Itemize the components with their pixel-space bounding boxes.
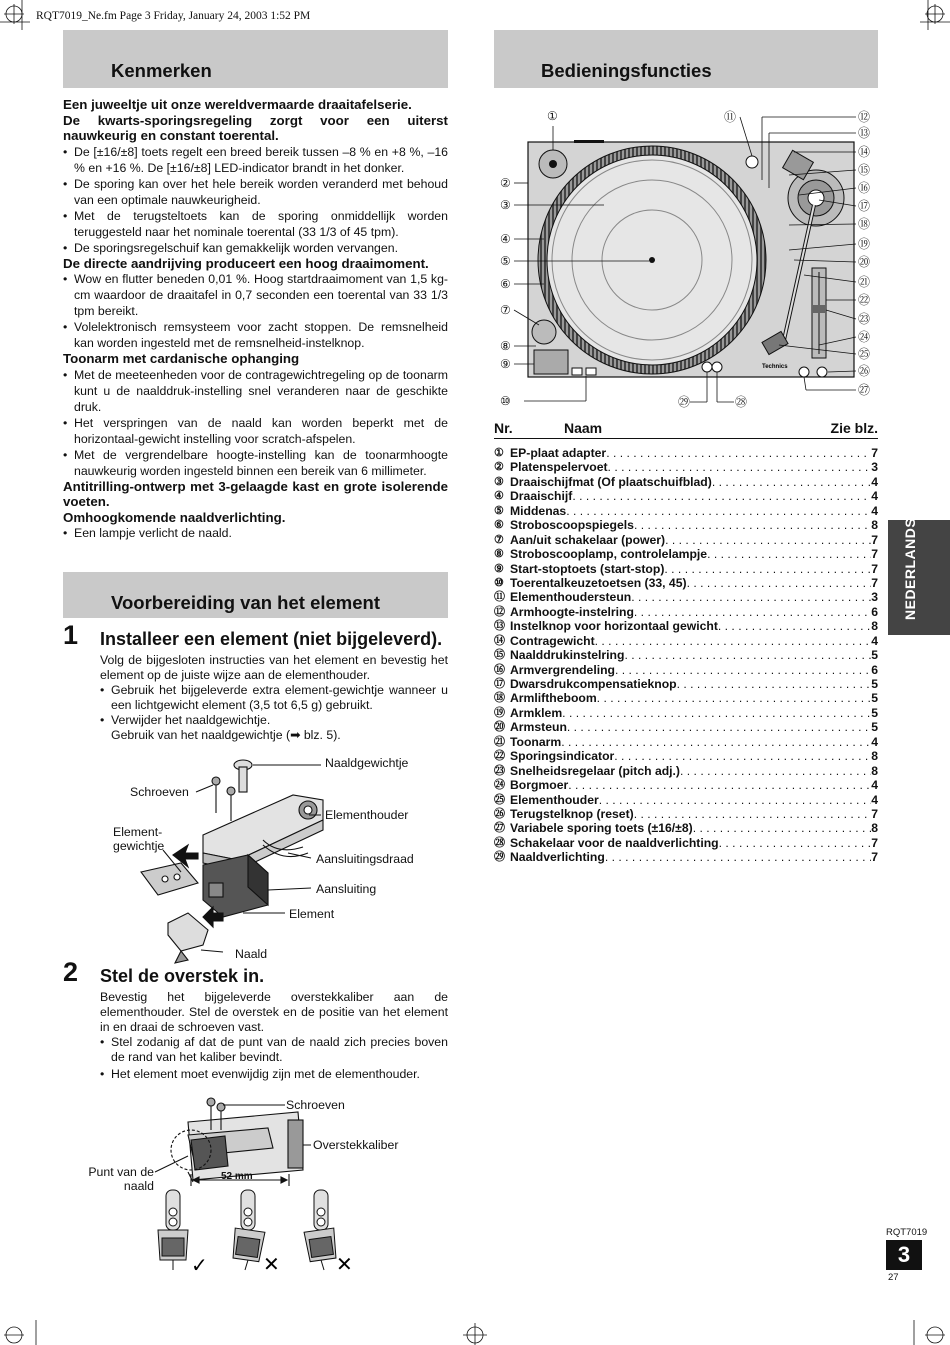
item-page: 8: [871, 619, 878, 634]
item-page: 7: [871, 850, 878, 865]
step1-bullet2-ref: [100, 728, 448, 743]
dot-leader: [566, 504, 871, 518]
table-row: [494, 749, 878, 763]
item-number: ⑤: [494, 504, 504, 517]
table-row: [494, 720, 878, 734]
callout-number: ⑯: [858, 181, 871, 195]
label-schroeven-1: Schroeven: [130, 785, 189, 799]
callout-number: ⑧: [500, 339, 511, 353]
label-punt-van-de-naald: [86, 1165, 154, 1193]
callout-number: ㉖: [858, 364, 871, 378]
table-row: [494, 793, 878, 807]
language-tab: [888, 517, 950, 635]
dot-leader: [568, 778, 871, 792]
dot-leader: [712, 475, 871, 489]
item-name: Stroboscooplamp, controlelampje: [510, 547, 708, 562]
features-list: [63, 97, 448, 541]
item-number: ⑱: [494, 692, 505, 705]
item-name: Draaischijf: [510, 489, 573, 504]
step2-number: 2: [63, 957, 79, 987]
label-punt-line1: Punt van de: [88, 1165, 154, 1179]
feature-bullet: • Met de vergrendelbare hoogte-instelling kan de toonarmhoogte nauwkeurig worden ingesteld binnen een bereik van 6 millimeter.: [63, 447, 448, 479]
dot-leader: [719, 836, 872, 850]
table-row: [494, 807, 878, 821]
item-name: Contragewicht: [510, 633, 595, 648]
label-aansluiting: Aansluiting: [316, 882, 377, 896]
label-punt-line2: naald: [123, 1179, 154, 1193]
item-number: ⑥: [494, 519, 504, 532]
dot-leader: [634, 518, 871, 532]
callout-number: ②: [500, 176, 511, 190]
item-name: Armklem: [510, 705, 563, 720]
step1-bullet1: • Gebruik het bijgeleverde extra element-gewichtje wanneer u een lichtgewicht element (3,5 tot 6,5 g) gebruikt.: [100, 683, 448, 713]
feature-bullet: • Volelektronisch remsysteem voor zacht stoppen. De remsnelheid kan worden ingesteld met de remsnelheid-instelknop.: [63, 319, 448, 351]
callout-number: ⑫: [858, 110, 871, 124]
item-name: EP-plaat adapter: [510, 446, 607, 460]
item-page: 7: [871, 532, 878, 547]
item-page: 4: [871, 778, 878, 793]
item-number: ㉒: [494, 750, 505, 763]
feature-heading: Omhoogkomende naaldverlichting.: [63, 509, 286, 525]
dot-leader: [562, 706, 871, 720]
table-row: [494, 605, 878, 619]
ref-pre: Gebruik van het naaldgewichtje (: [111, 728, 291, 742]
item-number: ⑨: [494, 562, 504, 575]
page-number-small: 27: [888, 1272, 899, 1283]
item-page: 7: [871, 575, 878, 590]
dot-leader: [677, 677, 872, 691]
item-page: 7: [871, 835, 878, 850]
feature-bullet: • Met de meeteenheden voor de contragewichtregeling op de toonarm kunt u de naalddruk-instelling snel veranderen naar de geschikte druk.: [63, 367, 448, 415]
table-row: [494, 619, 878, 633]
step2-p1: Bevestig het bijgeleverde overstekkaliber aan de elementhouder. Stel de overstek en de positie van het element in en draai de schroeven vast.: [100, 990, 448, 1034]
dot-leader: [624, 648, 871, 662]
item-name: Armhoogte-instelring: [510, 604, 634, 619]
item-name: Start-stoptoets (start-stop): [510, 561, 665, 576]
item-page: 7: [871, 806, 878, 821]
kenmerken-band: [63, 30, 448, 88]
table-row: [494, 821, 878, 835]
item-number: ⑮: [494, 649, 505, 662]
item-page: 5: [871, 691, 878, 706]
callout-number: ③: [500, 198, 511, 212]
item-page: 4: [871, 792, 878, 807]
label-schroeven-2: Schroeven: [286, 1098, 345, 1112]
check-icon: ✓: [191, 1255, 208, 1277]
dot-leader: [567, 720, 871, 734]
table-row: [494, 504, 878, 518]
item-number: ㉗: [494, 822, 505, 835]
item-number: ⑧: [494, 548, 504, 561]
label-overstekkaliber: Overstekkaliber: [313, 1138, 399, 1152]
doc-code: RQT7019: [886, 1227, 928, 1238]
item-number: ⑳: [494, 721, 505, 734]
item-name: Armliftheboom: [510, 691, 597, 706]
voorbereiding-band: [63, 572, 448, 618]
feature-bullet: • Wow en flutter beneden 0,01 %. Hoog startdraaimoment van 1,5 kg-cm waardoor de draaitafel in 0,7 seconden een toerental van 33 1/3 tpm bereikt.: [63, 271, 448, 319]
item-name: Aan/uit schakelaar (power): [510, 532, 666, 547]
callout-number: ⑪: [724, 110, 737, 124]
label-52mm: 52 mm: [221, 1171, 253, 1182]
item-page: 7: [871, 561, 878, 576]
item-page: 5: [871, 720, 878, 735]
item-name: Armvergrendeling: [510, 662, 615, 677]
callout-number: ⑥: [500, 277, 511, 291]
item-name: Middenas: [510, 503, 567, 518]
item-number: ㉑: [494, 735, 505, 748]
callout-number: ⑨: [500, 357, 511, 371]
callout-number: ㉙: [678, 395, 691, 409]
item-name: Naaldverlichting: [510, 850, 605, 865]
feature-heading: Een juweeltje uit onze wereldvermaarde draaitafelserie.: [63, 97, 412, 112]
callout-number: ㉘: [735, 395, 748, 409]
item-number: ㉔: [494, 779, 505, 792]
table-row: [494, 778, 878, 792]
item-number: ⑫: [494, 605, 505, 618]
callout-number: ㉒: [858, 293, 871, 307]
table-row: [494, 836, 878, 850]
callout-number: ⑲: [858, 237, 871, 251]
table-row: [494, 850, 878, 864]
table-row: [494, 706, 878, 720]
item-page: 8: [871, 518, 878, 533]
dot-leader: [687, 576, 872, 590]
callout-number: ⑱: [858, 217, 871, 231]
language-tab-label: NEDERLANDS: [902, 517, 918, 620]
item-number: ①: [494, 447, 504, 459]
step2-bullet2: • Het element moet evenwijdig zijn met de elementhouder.: [100, 1067, 448, 1082]
kenmerken-title: Kenmerken: [111, 60, 212, 81]
label-eg-line1: Element-: [113, 825, 163, 839]
step1-p1: Volg de bijgesloten instructies van het element en bevestig het element op de juiste wijze aan de elementhouder.: [100, 653, 448, 682]
dot-leader: [634, 605, 871, 619]
item-number: ㉖: [494, 807, 505, 820]
label-element-gewichtje: [113, 825, 164, 853]
table-row: [494, 590, 878, 604]
step2-body: [100, 990, 448, 1082]
item-number: ㉙: [494, 851, 505, 864]
item-name: Snelheidsregelaar (pitch adj.): [510, 763, 680, 778]
item-page: 3: [871, 460, 878, 475]
turntable-diagram: [494, 100, 878, 415]
callout-number: ⑳: [858, 255, 871, 269]
item-page: 5: [871, 677, 878, 691]
item-page: 5: [871, 648, 878, 663]
table-row: [494, 576, 878, 590]
feature-bullet: • De [±16/±8] toets regelt een breed bereik tussen –8 % en +8 %, –16 % en +16 %. De [±16/±8] LED-indicator brandt in het donker.: [63, 144, 448, 176]
item-name: Naalddrukinstelring: [510, 648, 625, 663]
item-name: Elementhouder: [510, 792, 599, 807]
dot-leader: [664, 562, 871, 576]
item-page: 4: [871, 474, 878, 489]
dot-leader: [597, 691, 872, 705]
label-element: Element: [289, 907, 335, 921]
dot-leader: [608, 460, 872, 474]
item-name: Toerentalkeuzetoetsen (33, 45): [510, 575, 687, 590]
table-row: [494, 518, 878, 532]
voorbereiding-title: Voorbereiding van het element: [111, 592, 380, 613]
item-number: ㉕: [494, 793, 505, 806]
dot-leader: [599, 793, 872, 807]
col-nr: Nr.: [494, 420, 513, 436]
callout-number: ⑬: [858, 126, 871, 140]
item-page: 8: [871, 749, 878, 764]
item-number: ㉘: [494, 836, 505, 849]
arrow-icon: ➡: [290, 728, 301, 742]
table-row: [494, 663, 878, 677]
item-name: Variabele sporing toets (±16/±8): [510, 821, 693, 836]
cross-icon-2: ✕: [336, 1254, 353, 1276]
item-name: Instelknop voor horizontaal gewicht: [510, 619, 718, 634]
step2-bullet1: • Stel zodanig af dat de punt van de naald zich precies boven de rand van het kaliber bevindt.: [100, 1035, 448, 1065]
callout-number: ⑰: [858, 199, 871, 213]
label-aansluitingsdraad: Aansluitingsdraad: [316, 852, 414, 866]
dot-leader: [693, 821, 872, 835]
item-number: ③: [494, 475, 504, 488]
callout-number: ⑦: [500, 303, 511, 317]
item-name: Dwarsdrukcompensatieknop: [510, 677, 677, 691]
table-row: [494, 691, 878, 705]
item-name: Draaischijfmat (Of plaatschuifblad): [510, 474, 712, 489]
table-row: [494, 489, 878, 503]
feature-heading: De kwarts-sporingsregeling zorgt voor een uiterst nauwkeurig en constant toerental.: [63, 112, 448, 143]
step1-title: Installeer een element (niet bijgeleverd).: [100, 629, 443, 649]
feature-heading: De directe aandrijving produceert een hoog draaimoment.: [63, 255, 429, 271]
bedieningsfuncties-band: [494, 30, 878, 88]
table-row: [494, 735, 878, 749]
item-name: Schakelaar voor de naaldverlichting: [510, 835, 719, 850]
item-page: 6: [871, 604, 878, 619]
item-page: 5: [871, 705, 878, 720]
table-row: [494, 460, 878, 474]
callout-number: ⑮: [858, 163, 871, 177]
bedieningsfuncties-title: Bedieningsfuncties: [541, 60, 712, 81]
table-row: [494, 547, 878, 561]
item-name: Toonarm: [510, 734, 562, 749]
item-page: 4: [871, 503, 878, 518]
dot-leader: [665, 533, 871, 547]
callout-number: ①: [547, 109, 558, 123]
col-naam: Naam: [564, 420, 603, 436]
parts-table-header: [494, 420, 878, 439]
item-page: 3: [871, 590, 878, 605]
item-number: ⑭: [494, 634, 505, 647]
item-name: Borgmoer: [510, 778, 569, 793]
callout-number: ⑩: [500, 394, 511, 408]
ref-post: blz. 5).: [300, 728, 341, 742]
item-page: 8: [871, 763, 878, 778]
item-number: ⑬: [494, 620, 505, 633]
item-page: 6: [871, 662, 878, 677]
dot-leader: [615, 663, 871, 677]
dot-leader: [631, 590, 871, 604]
dot-leader: [718, 619, 871, 633]
feature-bullet: • De sporingsregelschuif kan gemakkelijk worden vervangen.: [63, 240, 448, 256]
item-page: 7: [871, 446, 878, 460]
item-name: Elementhoudersteun: [510, 590, 632, 605]
table-row: [494, 648, 878, 662]
label-eg-line2: gewichtje: [113, 839, 165, 853]
feature-bullet: • Een lampje verlicht de naald.: [63, 525, 448, 541]
callout-number: ④: [500, 232, 511, 246]
feature-heading: Toonarm met cardanische ophanging: [63, 351, 300, 366]
item-number: ④: [494, 490, 504, 503]
table-row: [494, 634, 878, 648]
feature-bullet: • Met de terugsteltoets kan de sporing onmiddellijk worden teruggesteld naar het nominale toerental (33 1/3 of 45 tpm).: [63, 208, 448, 240]
item-name: Platenspelervoet: [510, 460, 608, 475]
dot-leader: [680, 764, 871, 778]
callout-number: ㉕: [858, 347, 871, 361]
dot-leader: [707, 547, 871, 561]
file-header: RQT7019_Ne.fm Page 3 Friday, January 24, 2003 1:52 PM: [36, 10, 311, 22]
table-row: [494, 475, 878, 489]
item-page: 4: [871, 489, 878, 504]
label-naaldgewichtje: Naaldgewichtje: [325, 756, 409, 770]
item-number: ⑰: [494, 678, 505, 690]
item-number: ⑲: [494, 706, 505, 719]
item-number: ㉓: [494, 764, 505, 777]
feature-bullet: • De sporing kan over het hele bereik worden veranderd met behoud van een optimale nauwkeurigheid.: [63, 176, 448, 208]
dot-leader: [572, 489, 871, 503]
callout-number: ㉓: [858, 312, 871, 326]
table-row: [494, 764, 878, 778]
step2-title: Stel de overstek in.: [100, 966, 265, 986]
page-number: 3: [886, 1240, 922, 1270]
item-page: 7: [871, 547, 878, 562]
feature-heading: Antitrilling-ontwerp met 3-gelaagde kast en grote isolerende voeten.: [63, 478, 448, 509]
item-page: 4: [871, 734, 878, 749]
item-number: ⑯: [494, 663, 505, 676]
callout-number: ⑤: [500, 254, 511, 268]
callout-number: ⑭: [858, 145, 871, 159]
item-page: 4: [871, 633, 878, 648]
feature-bullet: • Het verspringen van de naald kan worden beperkt met de horizontaal-gewicht instelling voor scratch-afspelen.: [63, 415, 448, 447]
step1-body: [100, 653, 448, 743]
callout-number: ㉗: [858, 383, 871, 397]
step1-bullet2: • Verwijder het naaldgewichtje.: [100, 713, 448, 728]
dot-leader: [606, 446, 871, 460]
item-name: Sporingsindicator: [510, 749, 615, 764]
table-row: [494, 446, 878, 460]
item-number: ⑩: [494, 576, 504, 589]
parts-table: [494, 446, 878, 865]
dot-leader: [634, 807, 872, 821]
step1-number: 1: [63, 620, 79, 650]
item-name: Stroboscoopspiegels: [510, 518, 634, 533]
col-zie: Zie blz.: [830, 420, 878, 436]
callout-number: ㉑: [858, 275, 871, 289]
item-number: ⑦: [494, 533, 504, 546]
label-naald: Naald: [235, 947, 268, 961]
item-page: 8: [871, 821, 878, 836]
item-name: Terugstelknop (reset): [510, 806, 634, 821]
table-row: [494, 533, 878, 547]
item-name: Armsteun: [510, 720, 567, 735]
cross-icon-1: ✕: [263, 1254, 280, 1276]
dot-leader: [595, 634, 872, 648]
dot-leader: [614, 749, 871, 763]
item-number: ②: [494, 461, 504, 474]
headshell-views: [158, 1190, 338, 1270]
item-number: ⑪: [494, 591, 505, 604]
dot-leader: [605, 850, 871, 864]
table-row: [494, 677, 878, 691]
brand-label: Technics: [762, 364, 788, 370]
callout-number: ㉔: [858, 330, 871, 344]
table-row: [494, 562, 878, 576]
label-elementhouder: Elementhouder: [325, 808, 409, 822]
dot-leader: [561, 735, 871, 749]
